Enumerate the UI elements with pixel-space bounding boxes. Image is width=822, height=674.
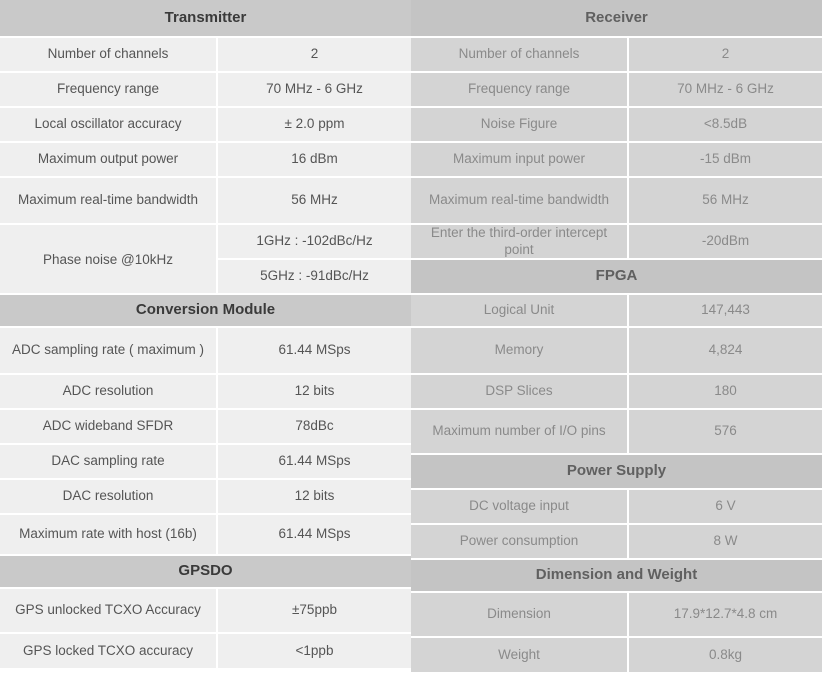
section-header-conversion-module: Conversion Module (0, 295, 411, 328)
section-header-receiver: Receiver (411, 0, 822, 38)
table-row (411, 143, 822, 178)
row-label: Maximum output power (0, 143, 218, 178)
table-row (411, 73, 822, 108)
table-row (0, 38, 411, 73)
row-label: Frequency range (0, 73, 218, 108)
row-value: 2 (629, 38, 822, 73)
table-row (411, 108, 822, 143)
row-value: 61.44 MSps (218, 515, 411, 556)
section-header-gpsdo: GPSDO (0, 556, 411, 589)
row-label: DC voltage input (411, 490, 629, 525)
table-row (0, 73, 411, 108)
table-row (411, 295, 822, 328)
row-value: 16 dBm (218, 143, 411, 178)
right-specification-column (411, 0, 822, 661)
table-row (0, 375, 411, 410)
row-value: 56 MHz (218, 178, 411, 225)
row-value: 56 MHz (629, 178, 822, 225)
table-row (411, 375, 822, 410)
row-value: 5GHz : -91dBc/Hz (218, 260, 411, 295)
row-value: <8.5dB (629, 108, 822, 143)
row-value: -15 dBm (629, 143, 822, 178)
row-label: GPS unlocked TCXO Accuracy (0, 589, 218, 634)
section-header-row (411, 560, 822, 593)
section-header-row (0, 556, 411, 589)
table-row (0, 143, 411, 178)
table-row (0, 445, 411, 480)
table-row (411, 593, 822, 638)
left-specification-column (0, 0, 411, 661)
table-row (411, 638, 822, 674)
table-row (0, 410, 411, 445)
table-row (0, 589, 411, 634)
table-row (411, 328, 822, 375)
row-label: Power consumption (411, 525, 629, 560)
row-value: 6 V (629, 490, 822, 525)
row-value: 576 (629, 410, 822, 455)
row-value: 70 MHz - 6 GHz (629, 73, 822, 108)
section-header-power-supply: Power Supply (411, 455, 822, 490)
row-value: ±75ppb (218, 589, 411, 634)
row-label: Maximum rate with host (16b) (0, 515, 218, 556)
section-header-row (0, 0, 411, 38)
row-label: Enter the third-order intercept point (411, 225, 629, 260)
table-row (411, 410, 822, 455)
row-label: Number of channels (0, 38, 218, 73)
row-label: Frequency range (411, 73, 629, 108)
table-row (0, 480, 411, 515)
row-label: Maximum real-time bandwidth (411, 178, 629, 225)
row-value: 17.9*12.7*4.8 cm (629, 593, 822, 638)
table-row (0, 328, 411, 375)
row-label: Phase noise @10kHz (0, 225, 218, 295)
row-label: Noise Figure (411, 108, 629, 143)
row-value: 61.44 MSps (218, 328, 411, 375)
row-value: 147,443 (629, 295, 822, 328)
section-header-row (411, 0, 822, 38)
row-value: 180 (629, 375, 822, 410)
row-label: ADC sampling rate ( maximum ) (0, 328, 218, 375)
row-label: GPS locked TCXO accuracy (0, 634, 218, 670)
table-row (0, 515, 411, 556)
row-value: 12 bits (218, 375, 411, 410)
row-value: <1ppb (218, 634, 411, 670)
row-value: 4,824 (629, 328, 822, 375)
table-row (411, 490, 822, 525)
row-value: 0.8kg (629, 638, 822, 674)
table-row (411, 525, 822, 560)
row-label: Dimension (411, 593, 629, 638)
row-label: DSP Slices (411, 375, 629, 410)
row-value: ± 2.0 ppm (218, 108, 411, 143)
row-value: 78dBc (218, 410, 411, 445)
table-row-phase-noise (0, 225, 411, 295)
row-label: Maximum input power (411, 143, 629, 178)
row-value: 70 MHz - 6 GHz (218, 73, 411, 108)
row-value: 2 (218, 38, 411, 73)
table-row (411, 38, 822, 73)
table-row (411, 225, 822, 260)
row-label: Logical Unit (411, 295, 629, 328)
row-label: ADC resolution (0, 375, 218, 410)
table-row (411, 178, 822, 225)
row-label: Maximum number of I/O pins (411, 410, 629, 455)
row-value: 1GHz : -102dBc/Hz (218, 225, 411, 260)
row-label: DAC resolution (0, 480, 218, 515)
section-header-row (411, 260, 822, 295)
section-header-dimension-and-weight: Dimension and Weight (411, 560, 822, 593)
table-row (0, 108, 411, 143)
row-value: 8 W (629, 525, 822, 560)
row-value: -20dBm (629, 225, 822, 260)
section-header-row (411, 455, 822, 490)
row-label: Memory (411, 328, 629, 375)
row-label: Local oscillator accuracy (0, 108, 218, 143)
section-header-row (0, 295, 411, 328)
table-row (0, 634, 411, 670)
row-value-group (218, 225, 411, 295)
row-value: 61.44 MSps (218, 445, 411, 480)
row-label: Maximum real-time bandwidth (0, 178, 218, 225)
row-label: Number of channels (411, 38, 629, 73)
table-row (0, 178, 411, 225)
row-value: 12 bits (218, 480, 411, 515)
row-label: DAC sampling rate (0, 445, 218, 480)
section-header-fpga: FPGA (411, 260, 822, 295)
section-header-transmitter: Transmitter (0, 0, 411, 38)
row-label: Weight (411, 638, 629, 674)
row-label: ADC wideband SFDR (0, 410, 218, 445)
